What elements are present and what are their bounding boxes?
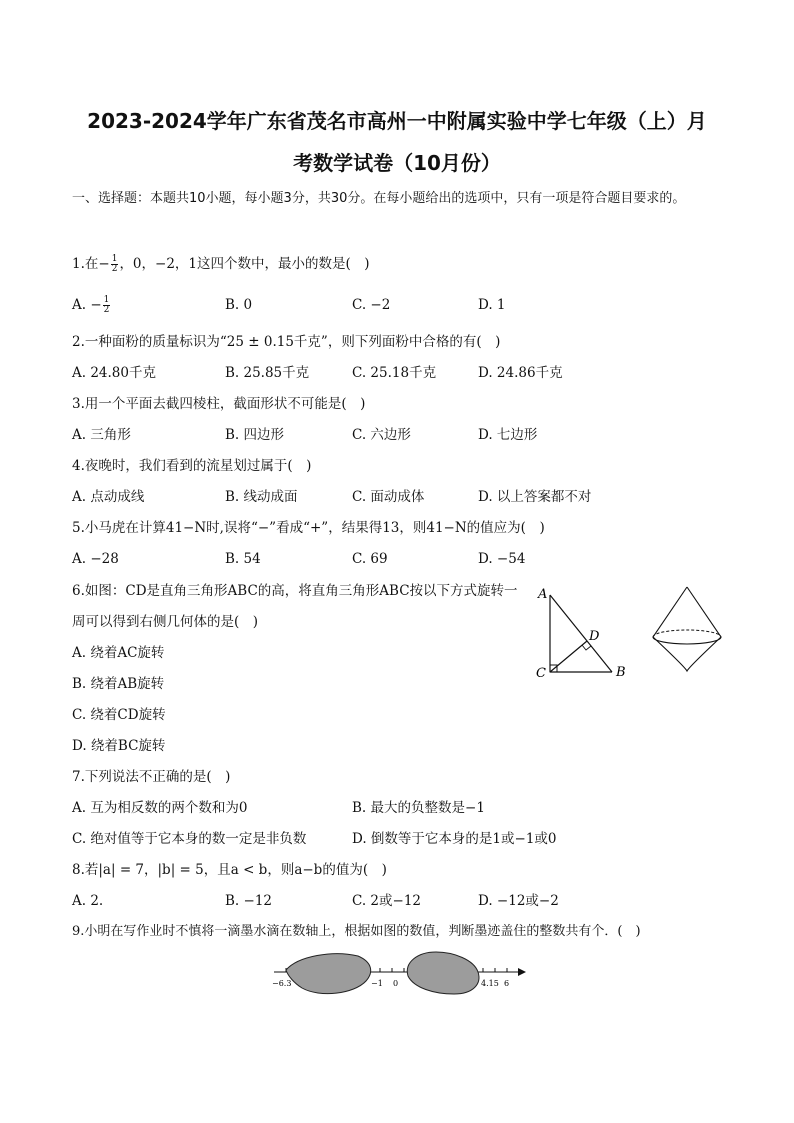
- ink-blot-right: [407, 952, 479, 994]
- q2-option-b[interactable]: B. 25.85千克: [225, 365, 310, 381]
- triangle-figure: [530, 580, 640, 680]
- q7-option-b[interactable]: B. 最大的负整数是−1: [352, 800, 485, 816]
- q8-option-d[interactable]: D. −12或−2: [478, 893, 559, 909]
- question-2: 2.一种面粉的质量标识为“25 ± 0.15千克”，则下列面粉中合格的有( ): [72, 334, 501, 350]
- label-d: D: [589, 629, 600, 644]
- q1-option-d[interactable]: D. 1: [478, 297, 506, 313]
- title-line-2: 考数学试卷（10月份）: [293, 151, 501, 175]
- tick-label-6: 6: [504, 979, 510, 988]
- paper-title: [0, 100, 794, 184]
- tick-label-neg-1: −1: [371, 979, 383, 988]
- arrow-head: [518, 968, 526, 976]
- number-line-figure: [268, 948, 528, 1000]
- tick-label-neg-6-3: −6.3: [272, 979, 292, 988]
- q7-option-d[interactable]: D. 倒数等于它本身的是1或−1或0: [352, 831, 557, 847]
- q5-option-d[interactable]: D. −54: [478, 551, 526, 567]
- q8-option-a[interactable]: A. 2.: [72, 893, 104, 909]
- q6-option-d[interactable]: D. 绕着BC旋转: [72, 738, 166, 754]
- tick-label-4-15: 4.15: [481, 979, 499, 988]
- q1-option-b[interactable]: B. 0: [225, 297, 253, 313]
- q3-option-a[interactable]: A. 三角形: [72, 427, 131, 443]
- label-b: B: [616, 665, 626, 680]
- question-6-line-2: 周可以得到右侧几何体的是( ): [72, 614, 259, 630]
- question-3: 3.用一个平面去截四棱柱，截面形状不可能是( ): [72, 396, 366, 412]
- tick-label-0: 0: [393, 979, 399, 988]
- q4-option-d[interactable]: D. 以上答案都不对: [478, 489, 592, 505]
- title-line-1: 2023-2024学年广东省茂名市高州一中附属实验中学七年级（上）月: [87, 109, 707, 133]
- q5-option-b[interactable]: B. 54: [225, 551, 261, 567]
- altitude-cd: [550, 641, 587, 672]
- q1-prefix: 1.在: [72, 256, 99, 272]
- q1-fraction: $\frac{1}{2}$: [111, 254, 118, 274]
- question-9: 9.小明在写作业时不慎将一滴墨水滴在数轴上，根据如图的数值，判断墨迹盖住的整数共有个．( ): [72, 924, 641, 939]
- q3-option-c[interactable]: C. 六边形: [352, 427, 411, 443]
- q5-option-c[interactable]: C. 69: [352, 551, 388, 567]
- q2-option-c[interactable]: C. 25.18千克: [352, 365, 437, 381]
- question-4: 4.夜晚时，我们看到的流星划过属于( ): [72, 458, 312, 474]
- label-a: A: [538, 587, 548, 602]
- q5-option-a[interactable]: A. −28: [72, 551, 119, 567]
- q2-option-a[interactable]: A. 24.80千克: [72, 365, 156, 381]
- q3-option-d[interactable]: D. 七边形: [478, 427, 538, 443]
- q1-option-a[interactable]: A. − $\frac{1}{2}$: [72, 296, 111, 315]
- question-5: 5.小马虎在计算41−N时,误将“−”看成“+”，结果得13，则41−N的值应为( ): [72, 520, 545, 536]
- label-c: C: [536, 666, 546, 680]
- q1-rest: ，0，−2，1这四个数中，最小的数是( ): [119, 256, 370, 272]
- q4-option-a[interactable]: A. 点动成线: [72, 489, 145, 505]
- q1-option-c[interactable]: C. −2: [352, 297, 391, 313]
- ink-blot-left: [286, 954, 371, 994]
- q6-option-b[interactable]: B. 绕着AB旋转: [72, 676, 165, 692]
- right-angle-d: [582, 645, 591, 650]
- question-8: 8.若|a| = 7，|b| = 5，且a < b，则a−b的值为( ): [72, 862, 387, 878]
- double-cone-figure: [645, 585, 730, 675]
- question-7: 7.下列说法不正确的是( ): [72, 769, 231, 785]
- q7-option-c[interactable]: C. 绝对值等于它本身的数一定是非负数: [72, 831, 307, 847]
- question-1: [72, 255, 370, 274]
- q6-option-a[interactable]: A. 绕着AC旋转: [72, 645, 165, 661]
- q4-option-c[interactable]: C. 面动成体: [352, 489, 425, 505]
- q8-option-b[interactable]: B. −12: [225, 893, 272, 909]
- q6-option-c[interactable]: C. 绕着CD旋转: [72, 707, 166, 723]
- q3-option-b[interactable]: B. 四边形: [225, 427, 285, 443]
- q2-option-d[interactable]: D. 24.86千克: [478, 365, 563, 381]
- q8-option-c[interactable]: C. 2或−12: [352, 893, 422, 909]
- q4-option-b[interactable]: B. 线动成面: [225, 489, 298, 505]
- q7-option-a[interactable]: A. 互为相反数的两个数和为0: [72, 800, 248, 816]
- section-heading: 一、选择题：本题共10小题，每小题3分，共30分。在每小题给出的选项中，只有一项是符合题目要求的。: [72, 191, 686, 206]
- side-ab: [550, 595, 612, 672]
- question-6-line-1: 6.如图：CD是直角三角形ABC的高，将直角三角形ABC按以下方式旋转一: [72, 583, 518, 599]
